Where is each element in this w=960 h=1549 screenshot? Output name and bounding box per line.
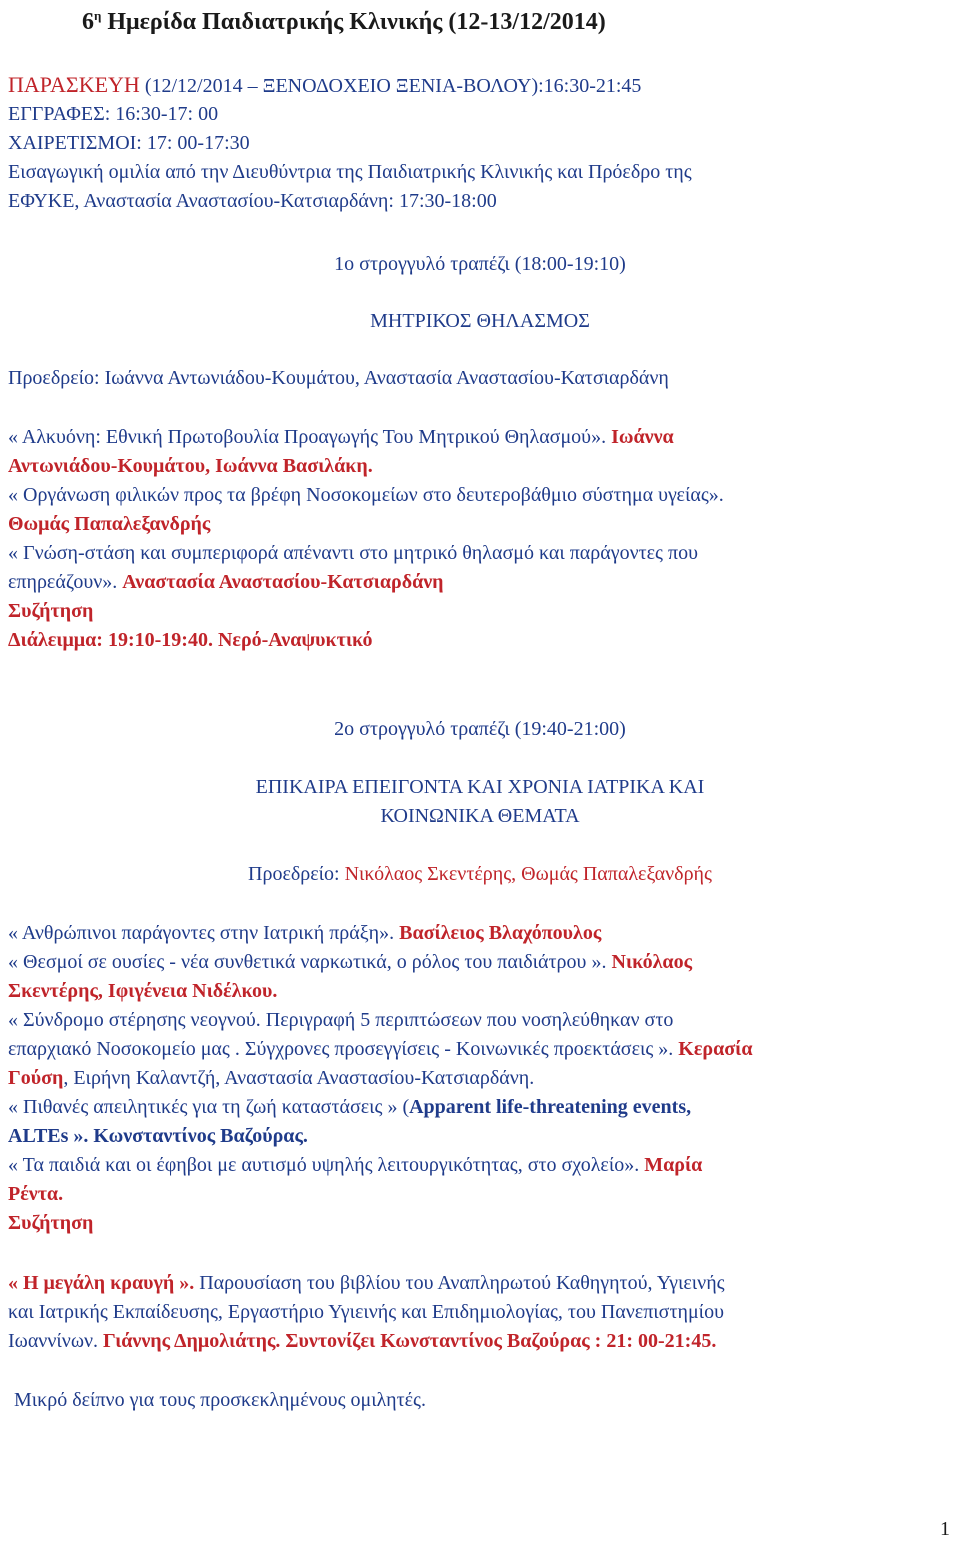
talk3-line2 [8, 570, 444, 594]
t2-talk2 [8, 950, 692, 974]
talk1-line1 [8, 425, 674, 449]
talk1-speakers-cont: Αντωνιάδου-Κουμάτου, Ιωάννα Βασιλάκη. [8, 455, 373, 477]
friday-header [8, 73, 641, 98]
t2-talk4-line2: ALTEs ». Κωνσταντίνος Βαζούρας. [8, 1125, 308, 1147]
t2-talk4-english: Apparent life-threatening events, [409, 1096, 692, 1118]
t2-talk3-title: « Σύνδρομο στέρησης νεογνού. Περιγραφή 5 περιπτώσεων που νοσηλεύθηκαν στο [8, 1009, 674, 1031]
talk2-title: « Οργάνωση φιλικών προς τα βρέφη Νοσοκομείων στο δευτεροβάθμιο σύστημα υγείας». [8, 484, 724, 506]
talk3-speaker: Αναστασία Αναστασίου-Κατσιαρδάνη [122, 571, 444, 593]
t2-talk3-line2 [8, 1037, 753, 1061]
t2-talk4-title: « Πιθανές απειλητικές για τη ζωή καταστάσεις » ( [8, 1096, 410, 1118]
t2-talk3-title-cont: επαρχιακό Νοσοκομείο μας . Σύγχρονες προσεγγίσεις - Κοινωνικές προεκτάσεις ». [8, 1038, 679, 1060]
t2-talk1 [8, 921, 601, 945]
title-superscript: η [94, 8, 102, 23]
talk1-title: « Αλκυόνη: Εθνική Πρωτοβουλία Προαγωγής Του Μητρικού Θηλασμού». [8, 426, 612, 448]
intro-line-2: ΕΦΥΚΕ, Αναστασία Αναστασίου-Κατσιαρδάνη: 17:30-18:00 [8, 190, 497, 212]
break-label: Διάλειμμα: 19:10-19:40. [8, 629, 218, 651]
book-line1 [8, 1271, 725, 1295]
book-line2: και Ιατρικής Εκπαίδευσης, Εργαστήριο Υγιεινής και Επιδημιολογίας, του Πανεπιστημίου [8, 1301, 724, 1323]
intro-line-1: Εισαγωγική ομιλία από την Διευθύντρια της Παιδιατρικής Κλινικής και Πρόεδρο της [8, 161, 692, 183]
registration-line: ΕΓΓΡΑΦΕΣ: 16:30-17: 00 [8, 103, 219, 125]
t2-talk5 [8, 1153, 702, 1177]
discussion-1: Συζήτηση [8, 600, 94, 622]
t2-talk1-title: « Ανθρώπινοι παράγοντες στην Ιατρική πράξη». [8, 922, 400, 944]
day-label: ΠΑΡΑΣΚΕΥΗ [8, 72, 140, 97]
page-title [82, 4, 606, 34]
table1-topic: ΜΗΤΡΙΚΟΣ ΘΗΛΑΣΜΟΣ [370, 310, 590, 332]
talk3-title: « Γνώση-στάση και συμπεριφορά απέναντι στο μητρικό θηλασμό και παράγοντες που [8, 542, 698, 564]
t2-talk5-speaker: Μαρία [644, 1154, 703, 1176]
table1-chairs: Προεδρείο: Ιωάννα Αντωνιάδου-Κουμάτου, Αναστασία Αναστασίου-Κατσιαρδάνη [8, 367, 669, 389]
title-text: Ημερίδα Παιδιατρικής Κλινικής (12-13/12/2014) [101, 9, 606, 35]
discussion-2: Συζήτηση [8, 1212, 94, 1234]
t2-talk1-speaker: Βασίλειος Βλαχόπουλος [399, 922, 602, 944]
t2-talk2-speaker: Νικόλαος [611, 951, 693, 973]
chairs-label: Προεδρείο: [248, 863, 345, 885]
table2-topic-line1: ΕΠΙΚΑΙΡΑ ΕΠΕΙΓΟΝΤΑ ΚΑΙ ΧΡΟΝΙΑ ΙΑΤΡΙΚΑ ΚΑΙ [255, 776, 705, 798]
break-line [8, 628, 373, 652]
table1-heading: 1ο στρογγυλό τραπέζι (18:00-19:10) [334, 253, 626, 275]
talk2-speaker: Θωμάς Παπαλεξανδρής [8, 513, 211, 535]
t2-talk4 [8, 1095, 691, 1119]
t2-talk3-speaker-cont: Γούση [8, 1067, 64, 1089]
title-number: 6 [82, 9, 94, 35]
table2-topic-line2: ΚΟΙΝΩΝΙΚΑ ΘΕΜΑΤΑ [380, 805, 580, 827]
book-university: Ιωαννίνων. [8, 1330, 104, 1352]
t2-talk5-title: « Τα παιδιά και οι έφηβοι με αυτισμό υψηλής λειτουργικότητας, στο σχολείο». [8, 1154, 645, 1176]
chairs-names: Νικόλαος Σκεντέρης, Θωμάς Παπαλεξανδρής [344, 863, 712, 885]
break-refreshment: Νερό-Αναψυκτικό [217, 629, 373, 651]
book-title: « Η μεγάλη κραυγή ». [8, 1272, 195, 1294]
talk1-speaker: Ιωάννα [611, 426, 674, 448]
table2-chairs [0, 862, 960, 886]
table2-heading: 2ο στρογγυλό τραπέζι (19:40-21:00) [334, 718, 626, 740]
talk3-title-cont: επηρεάζουν». [8, 571, 123, 593]
page-number: 1 [940, 1518, 950, 1540]
t2-talk5-speaker-cont: Ρέντα. [8, 1183, 64, 1205]
t2-talk2-speakers-cont: Σκεντέρης, Ιφιγένεια Νιδέλκου. [8, 980, 278, 1002]
t2-talk2-title: « Θεσμοί σε ουσίες - νέα συνθετικά ναρκωτικά, ο ρόλος του παιδιάτρου ». [8, 951, 612, 973]
book-author-coordinator: Γιάννης Δημολιάτης. Συντονίζει Κωνσταντίνος Βαζούρας : 21: 00-21:45. [103, 1330, 717, 1352]
dinner-note: Μικρό δείπνο για τους προσκεκλημένους ομιλητές. [14, 1389, 426, 1411]
greetings-line: ΧΑΙΡΕΤΙΣΜΟΙ: 17: 00-17:30 [8, 132, 250, 154]
book-line3 [8, 1329, 716, 1353]
t2-talk3-speaker: Κερασία [678, 1038, 753, 1060]
t2-talk3-line3 [8, 1066, 534, 1090]
venue-time: (12/12/2014 – ΞΕΝΟΔΟΧΕΙΟ ΞΕΝΙΑ-ΒΟΛΟΥ):16:30-21:45 [139, 75, 642, 97]
book-desc: Παρουσίαση του βιβλίου του Αναπληρωτού Καθηγητού, Υγιεινής [194, 1272, 725, 1294]
t2-talk3-coauthors: , Ειρήνη Καλαντζή, Αναστασία Αναστασίου-Κατσιαρδάνη. [63, 1067, 535, 1089]
